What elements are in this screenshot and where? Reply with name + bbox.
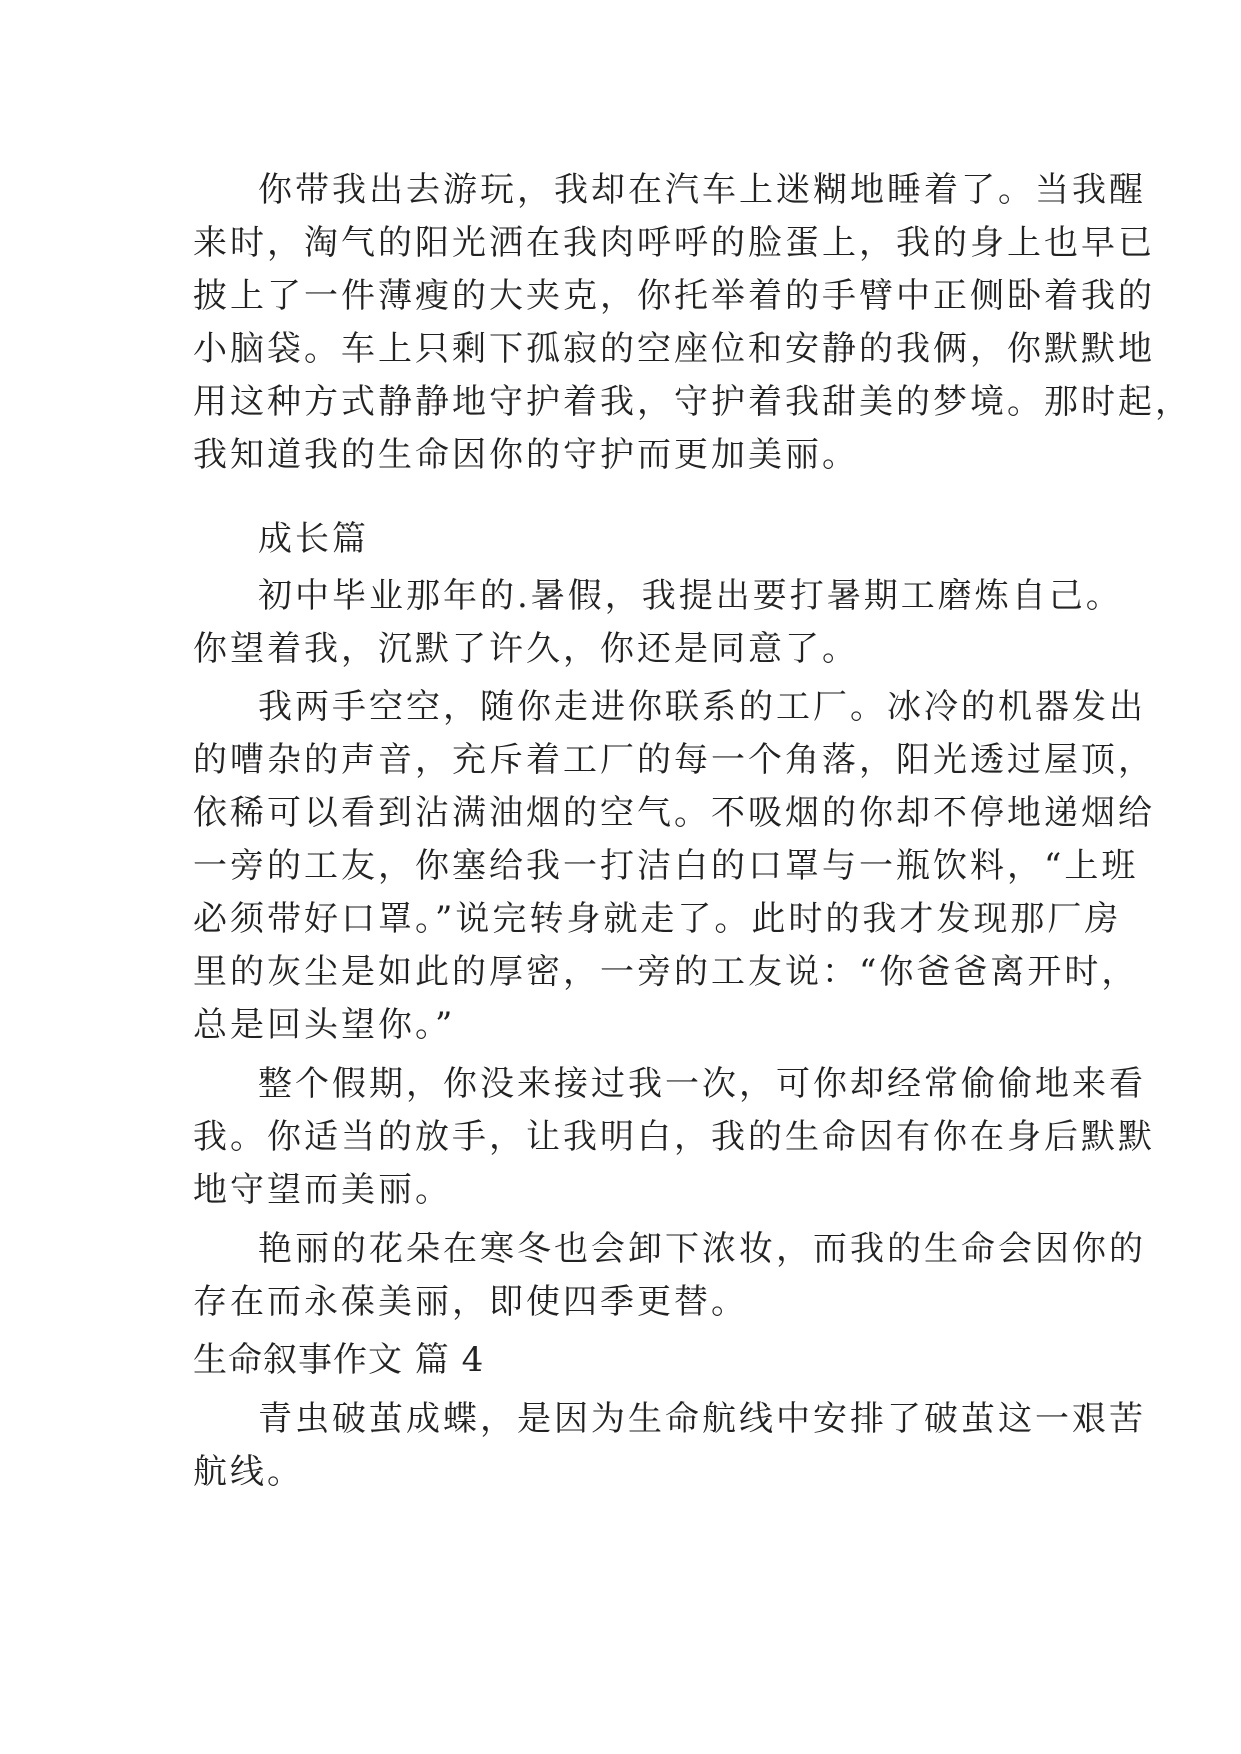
- paragraph-line: [0, 942, 1241, 1002]
- section-subheading: [0, 509, 1241, 569]
- line-text: 我知道我的生命因你的守护而更加美丽。: [193, 435, 859, 475]
- line-text: 我两手空空，随你走进你联系的工厂。冰冷的机器发出: [258, 687, 1146, 727]
- paragraph-line: [0, 1272, 1241, 1332]
- paragraph-line: [0, 730, 1241, 790]
- line-text: 里的灰尘是如此的厚密，一旁的工友说：“你爸爸离开时，: [193, 952, 1139, 992]
- paragraph-line: [0, 1389, 1241, 1449]
- line-text: 存在而永葆美丽，即使四季更替。: [193, 1282, 748, 1322]
- paragraph-line: [0, 1442, 1241, 1502]
- line-text: 航线。: [193, 1452, 304, 1492]
- paragraph-line: [0, 783, 1241, 843]
- line-text: 披上了一件薄瘦的大夹克，你托举着的手臂中正侧卧着我的: [193, 276, 1155, 316]
- line-text: 我。你适当的放手，让我明白，我的生命因有你在身后默默: [193, 1117, 1155, 1157]
- line-text: 一旁的工友，你塞给我一打洁白的口罩与一瓶饮料，“上班: [193, 846, 1139, 886]
- line-text: 初中毕业那年的.暑假，我提出要打暑期工磨炼自己。: [258, 576, 1123, 616]
- paragraph-line: [0, 889, 1241, 949]
- line-text: 来时，淘气的阳光洒在我肉呼呼的脸蛋上，我的身上也早已: [193, 223, 1155, 263]
- line-text: 成长篇: [258, 519, 369, 559]
- line-text: 整个假期，你没来接过我一次，可你却经常偷偷地来看: [258, 1064, 1146, 1104]
- paragraph-line: [0, 1054, 1241, 1114]
- paragraph-line: [0, 1219, 1241, 1279]
- line-text: 艳丽的花朵在寒冬也会卸下浓妆，而我的生命会因你的: [258, 1229, 1146, 1269]
- paragraph-line: [0, 1160, 1241, 1220]
- paragraph-line: [0, 1107, 1241, 1167]
- line-text: 你望着我，沉默了许久，你还是同意了。: [193, 629, 859, 669]
- paragraph-line: [0, 425, 1241, 485]
- line-text: 依稀可以看到沾满油烟的空气。不吸烟的你却不停地递烟给: [193, 793, 1155, 833]
- paragraph-line: [0, 995, 1241, 1055]
- line-text: 的嘈杂的声音，充斥着工厂的每一个角落，阳光透过屋顶，: [193, 740, 1155, 780]
- paragraph-line: [0, 677, 1241, 737]
- line-text: 小脑袋。车上只剩下孤寂的空座位和安静的我俩，你默默地: [193, 329, 1155, 369]
- paragraph-line: [0, 372, 1241, 432]
- line-text: 必须带好口罩。”说完转身就走了。此时的我才发现那厂房: [193, 899, 1122, 939]
- line-text: 总是回头望你。”: [193, 1005, 456, 1045]
- paragraph-line: [0, 836, 1241, 896]
- essay-heading: [0, 1330, 1241, 1390]
- line-text: 地守望而美丽。: [193, 1170, 452, 1210]
- paragraph-line: [0, 566, 1241, 626]
- line-text: 你带我出去游玩，我却在汽车上迷糊地睡着了。当我醒: [258, 170, 1146, 210]
- paragraph-line: [0, 619, 1241, 679]
- paragraph-line: [0, 160, 1241, 220]
- paragraph-line: [0, 319, 1241, 379]
- paragraph-line: [0, 213, 1241, 273]
- line-text: 青虫破茧成蝶，是因为生命航线中安排了破茧这一艰苦: [258, 1399, 1146, 1439]
- heading-text: 生命叙事作文 篇 4: [193, 1340, 485, 1380]
- line-text: 用这种方式静静地守护着我，守护着我甜美的梦境。那时起，: [193, 382, 1192, 422]
- paragraph-line: [0, 266, 1241, 326]
